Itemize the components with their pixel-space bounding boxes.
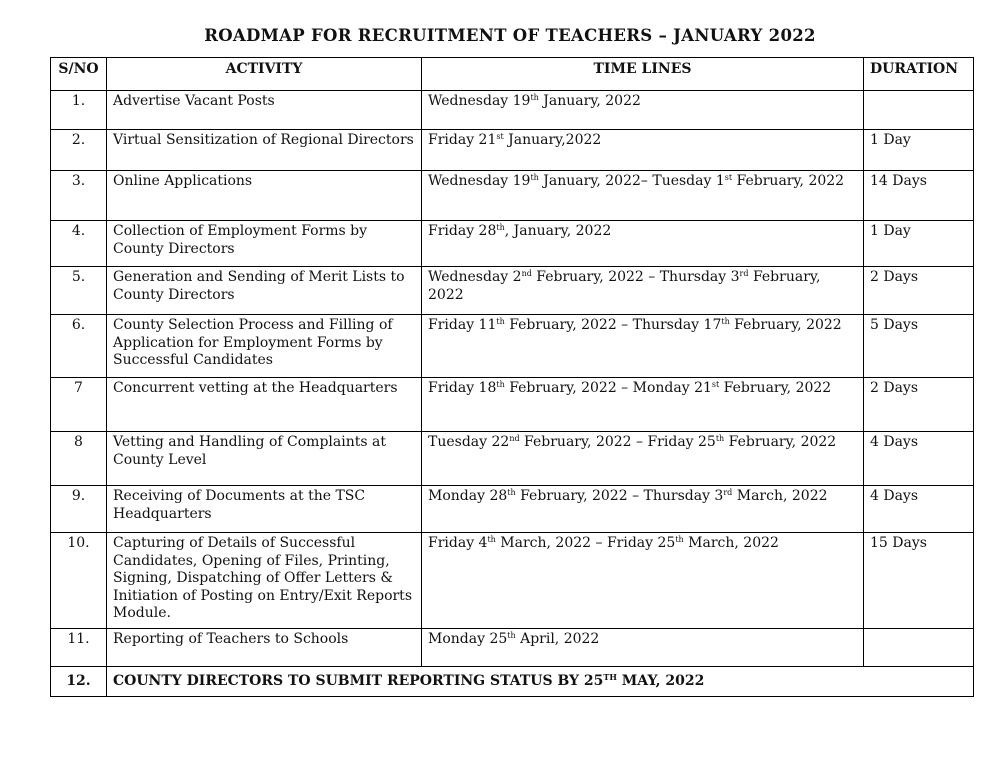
table-row <box>51 91 974 130</box>
timeline-cell <box>422 171 864 221</box>
table-row <box>51 171 974 221</box>
header-duration: DURATION <box>864 58 974 91</box>
ordinal-suffix: th <box>507 488 516 497</box>
activity-cell: County Selection Process and Filling of Application for Employment Forms by Successful Candidates <box>107 315 422 378</box>
activity-cell: Receiving of Documents at the TSC Headquarters <box>107 486 422 533</box>
ordinal-suffix: st <box>496 132 504 141</box>
ordinal-suffix: TH <box>603 671 617 682</box>
ordinal-suffix: nd <box>521 269 532 278</box>
ordinal-suffix: th <box>715 434 725 443</box>
timeline-cell <box>422 378 864 432</box>
text-fragment: February, 2022 <box>729 317 842 333</box>
text-fragment: COUNTY DIRECTORS TO SUBMIT REPORTING STATUS BY 25 <box>113 672 604 689</box>
text-fragment: April, 2022 <box>515 631 600 647</box>
text-fragment: Friday 11 <box>428 317 497 333</box>
roadmap-table <box>50 57 974 697</box>
row-number: 5. <box>51 267 107 315</box>
timeline-cell <box>422 629 864 667</box>
table-row <box>51 486 974 533</box>
timeline-cell <box>422 533 864 629</box>
duration-cell: 4 Days <box>864 486 974 533</box>
text-fragment: Monday 28 <box>428 488 508 504</box>
duration-cell: 14 Days <box>864 171 974 221</box>
activity-cell: Advertise Vacant Posts <box>107 91 422 130</box>
text-fragment: February, 2022 <box>724 434 837 450</box>
row-number: 4. <box>51 221 107 267</box>
ordinal-suffix: rd <box>723 488 733 497</box>
text-fragment: Wednesday 19 <box>428 173 531 189</box>
header-activity: ACTIVITY <box>107 58 422 91</box>
timeline-cell <box>422 130 864 171</box>
ordinal-suffix: th <box>487 535 496 544</box>
header-row <box>51 58 974 91</box>
duration-cell <box>864 629 974 667</box>
table-row <box>51 533 974 629</box>
ordinal-suffix: th <box>530 173 539 182</box>
text-fragment: Wednesday 2 <box>428 269 522 285</box>
header-timelines: TIME LINES <box>422 58 864 91</box>
text-fragment: February, 2022 – Thursday 3 <box>515 488 724 504</box>
activity-cell: Virtual Sensitization of Regional Directors <box>107 130 422 171</box>
table-row <box>51 130 974 171</box>
timeline-cell <box>422 315 864 378</box>
ordinal-suffix: rd <box>739 269 749 278</box>
document-title: ROADMAP FOR RECRUITMENT OF TEACHERS – JANUARY 2022 <box>204 26 816 45</box>
table-body <box>51 91 974 697</box>
row-number: 12. <box>51 667 107 697</box>
text-fragment: March, 2022 <box>732 488 828 504</box>
duration-cell: 5 Days <box>864 315 974 378</box>
timeline-cell <box>422 432 864 486</box>
ordinal-suffix: nd <box>509 434 520 443</box>
duration-cell: 1 Day <box>864 130 974 171</box>
timeline-cell <box>422 267 864 315</box>
text-fragment: January, 2022– Tuesday 1 <box>538 173 725 189</box>
text-fragment: February, 2022 – Thursday 17 <box>504 317 722 333</box>
row-number: 10. <box>51 533 107 629</box>
text-fragment: Friday 28 <box>428 223 497 239</box>
duration-cell <box>864 91 974 130</box>
table-row <box>51 432 974 486</box>
duration-cell: 2 Days <box>864 378 974 432</box>
activity-cell: Collection of Employment Forms by County Directors <box>107 221 422 267</box>
table-row <box>51 378 974 432</box>
ordinal-suffix: th <box>530 93 539 102</box>
text-fragment: Monday 25 <box>428 631 508 647</box>
text-fragment: MAY, 2022 <box>616 672 705 689</box>
text-fragment: Friday 18 <box>428 380 497 396</box>
text-fragment: January, 2022 <box>538 93 641 109</box>
text-fragment: Friday 21 <box>428 132 497 148</box>
text-fragment: February, 2022 – Monday 21 <box>504 380 712 396</box>
row-number: 8 <box>51 432 107 486</box>
final-row <box>51 667 974 697</box>
activity-cell: Concurrent vetting at the Headquarters <box>107 378 422 432</box>
timeline-cell <box>422 91 864 130</box>
text-fragment: February, 2022 <box>719 380 832 396</box>
row-number: 11. <box>51 629 107 667</box>
activity-cell: Online Applications <box>107 171 422 221</box>
table-row <box>51 629 974 667</box>
table-row <box>51 267 974 315</box>
activity-cell: Generation and Sending of Merit Lists to County Directors <box>107 267 422 315</box>
activity-cell: Capturing of Details of Successful Candidates, Opening of Files, Printing, Signing, Dispatching of Offer Letters & Initiation of Posting on Entry/Exit Reports Module. <box>107 533 422 629</box>
duration-cell: 1 Day <box>864 221 974 267</box>
ordinal-suffix: th <box>496 380 505 389</box>
ordinal-suffix: st <box>724 173 733 182</box>
row-number: 6. <box>51 315 107 378</box>
text-fragment: , January, 2022 <box>504 223 612 239</box>
text-fragment: March, 2022 – Friday 25 <box>495 535 676 551</box>
text-fragment: Tuesday 22 <box>428 434 510 450</box>
text-fragment: January,2022 <box>503 132 602 148</box>
text-fragment: February, 2022 <box>428 269 821 303</box>
table-row <box>51 221 974 267</box>
row-number: 3. <box>51 171 107 221</box>
final-instruction <box>107 667 974 697</box>
timeline-cell <box>422 486 864 533</box>
ordinal-suffix: st <box>711 380 720 389</box>
ordinal-suffix: th <box>507 631 516 640</box>
ordinal-suffix: th <box>496 317 505 326</box>
ordinal-suffix: th <box>675 535 684 544</box>
text-fragment: Friday 4 <box>428 535 488 551</box>
text-fragment: February, 2022 – Friday 25 <box>519 434 716 450</box>
text-fragment: March, 2022 <box>683 535 779 551</box>
ordinal-suffix: th <box>496 223 505 232</box>
activity-cell: Reporting of Teachers to Schools <box>107 629 422 667</box>
duration-cell: 4 Days <box>864 432 974 486</box>
ordinal-suffix: th <box>721 317 730 326</box>
text-fragment: Wednesday 19 <box>428 93 531 109</box>
row-number: 2. <box>51 130 107 171</box>
duration-cell: 2 Days <box>864 267 974 315</box>
header-sno: S/NO <box>51 58 107 91</box>
duration-cell: 15 Days <box>864 533 974 629</box>
timeline-cell <box>422 221 864 267</box>
row-number: 7 <box>51 378 107 432</box>
table-row <box>51 315 974 378</box>
text-fragment: February, 2022 – Thursday 3 <box>531 269 740 285</box>
text-fragment: February, 2022 <box>732 173 845 189</box>
row-number: 1. <box>51 91 107 130</box>
row-number: 9. <box>51 486 107 533</box>
activity-cell: Vetting and Handling of Complaints at County Level <box>107 432 422 486</box>
